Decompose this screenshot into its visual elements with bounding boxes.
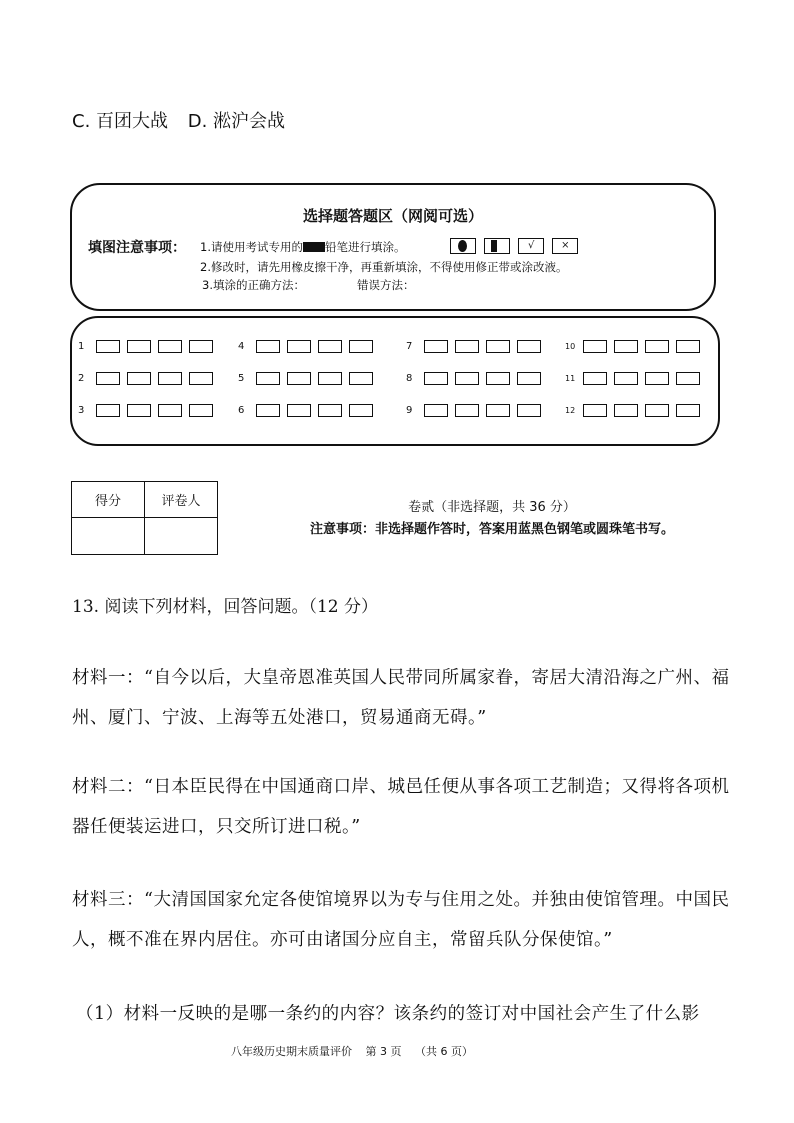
answer-bubble[interactable] — [256, 372, 280, 385]
answer-bubble[interactable] — [349, 340, 373, 353]
answer-bubble[interactable] — [645, 372, 669, 385]
question-number: 5 — [238, 373, 245, 384]
answer-bubble[interactable] — [287, 404, 311, 417]
material-3: 材料三：“大清国国家允定各使馆境界以为专与住用之处。并独由使馆管理。中国民人，概不准在界内居住。亦可由诸国分应自主，常留兵队分保使馆。” — [72, 890, 730, 950]
question-11-bubbles — [565, 372, 707, 385]
answer-bubble[interactable] — [287, 340, 311, 353]
answer-bubble[interactable] — [645, 340, 669, 353]
answer-instructions-box — [70, 183, 716, 311]
answer-bubble[interactable] — [189, 340, 213, 353]
question-number: 11 — [565, 374, 576, 383]
page-footer — [0, 1043, 794, 1059]
question-number: 12 — [565, 406, 576, 415]
answer-bubble[interactable] — [455, 404, 479, 417]
answer-bubble[interactable] — [614, 372, 638, 385]
answer-bubble[interactable] — [486, 340, 510, 353]
question-6-bubbles — [238, 404, 380, 417]
answer-bubble[interactable] — [614, 340, 638, 353]
material-2: 材料二：“日本臣民得在中国通商口岸、城邑任便从事各项工艺制造；又得将各项机器任便装运进口，只交所订进口税。” — [72, 777, 730, 837]
answer-bubble[interactable] — [645, 404, 669, 417]
fill-note-1-a: 1.请使用考试专用的 — [200, 240, 303, 254]
option-d: D. 淞沪会战 — [187, 111, 286, 132]
answer-bubble[interactable] — [158, 340, 182, 353]
answer-bubble[interactable] — [349, 372, 373, 385]
answer-bubble[interactable] — [127, 404, 151, 417]
check-sample-icon: √ — [518, 238, 544, 254]
question-13-prompt: 13. 阅读下列材料，回答问题。（12 分） — [72, 597, 378, 617]
footer-title: 八年级历史期末质量评价 — [231, 1045, 352, 1058]
grader-cell[interactable] — [145, 518, 218, 555]
question-12-bubbles — [565, 404, 707, 417]
question-number: 1 — [78, 341, 85, 352]
answer-bubble[interactable] — [424, 372, 448, 385]
question-number: 6 — [238, 405, 245, 416]
answer-bubble[interactable] — [256, 340, 280, 353]
score-cell[interactable] — [72, 518, 145, 555]
answer-bubble[interactable] — [127, 372, 151, 385]
option-c: C. 百团大战 — [72, 111, 169, 132]
fill-samples — [450, 235, 581, 254]
question-number: 8 — [406, 373, 413, 384]
answer-bubble[interactable] — [676, 372, 700, 385]
question-number: 3 — [78, 405, 85, 416]
fill-note-3 — [202, 277, 414, 293]
material-1: 材料一：“自今以后，大皇帝恩准英国人民带同所属家眷，寄居大清沿海之广州、福州、厦门、宁波、上海等五处港口，贸易通商无碍。” — [72, 668, 730, 728]
answer-bubble[interactable] — [127, 340, 151, 353]
question-number: 9 — [406, 405, 413, 416]
answer-bubble[interactable] — [349, 404, 373, 417]
answer-bubble[interactable] — [455, 372, 479, 385]
question-number: 7 — [406, 341, 413, 352]
answer-bubble[interactable] — [614, 404, 638, 417]
question-number: 2 — [78, 373, 85, 384]
section-notice: 注意事项：非选择题作答时，答案用蓝黑色钢笔或圆珠笔书写。 — [309, 522, 674, 537]
answer-bubble[interactable] — [583, 404, 607, 417]
fill-note-1-b: 铅笔进行填涂。 — [324, 240, 406, 254]
answer-bubble[interactable] — [424, 404, 448, 417]
fill-notice-label: 填图注意事项： — [88, 240, 186, 256]
answer-bubble[interactable] — [517, 404, 541, 417]
cross-sample-icon: × — [552, 238, 578, 254]
pencil-mark-icon — [303, 242, 325, 252]
options-line — [72, 107, 299, 133]
answer-bubble[interactable] — [158, 372, 182, 385]
grader-header: 评卷人 — [145, 482, 218, 518]
footer-page: 第 3 页 — [365, 1045, 402, 1058]
question-10-bubbles — [565, 340, 707, 353]
answer-bubble[interactable] — [96, 340, 120, 353]
answer-bubble[interactable] — [96, 404, 120, 417]
question-2-bubbles — [78, 372, 220, 385]
answer-bubble[interactable] — [424, 340, 448, 353]
question-number: 10 — [565, 342, 576, 351]
answer-bubble[interactable] — [287, 372, 311, 385]
question-9-bubbles — [406, 404, 548, 417]
answer-bubble[interactable] — [486, 404, 510, 417]
answer-area-title: 选择题答题区（网阅可选） — [302, 207, 483, 225]
bubble-grid — [70, 316, 720, 446]
score-table — [71, 481, 218, 555]
answer-bubble[interactable] — [583, 340, 607, 353]
half-fill-sample-icon — [484, 238, 510, 254]
answer-bubble[interactable] — [455, 340, 479, 353]
answer-bubble[interactable] — [256, 404, 280, 417]
fill-note-3-correct: 3.填涂的正确方法： — [202, 278, 305, 292]
correct-fill-sample-icon — [450, 238, 476, 254]
answer-bubble[interactable] — [486, 372, 510, 385]
fill-note-2: 2.修改时，请先用橡皮擦干净，再重新填涂，不得使用修正带或涂改液。 — [200, 260, 568, 274]
footer-total: （共 6 页） — [415, 1045, 473, 1058]
answer-bubble[interactable] — [189, 372, 213, 385]
question-number: 4 — [238, 341, 245, 352]
answer-bubble[interactable] — [676, 340, 700, 353]
question-3-bubbles — [78, 404, 220, 417]
answer-bubble[interactable] — [517, 372, 541, 385]
fill-note-3-wrong: 错误方法： — [356, 278, 415, 292]
question-8-bubbles — [406, 372, 548, 385]
answer-bubble[interactable] — [158, 404, 182, 417]
section-title: 卷贰（非选择题，共 36 分） — [408, 500, 576, 515]
sub-question-1: （1）材料一反映的是哪一条约的内容？该条约的签订对中国社会产生了什么影 — [76, 1004, 700, 1024]
answer-bubble[interactable] — [583, 372, 607, 385]
question-1-bubbles — [78, 340, 220, 353]
fill-note-1 — [200, 239, 405, 255]
question-5-bubbles — [238, 372, 380, 385]
answer-bubble[interactable] — [318, 404, 342, 417]
answer-bubble[interactable] — [676, 404, 700, 417]
answer-bubble[interactable] — [189, 404, 213, 417]
answer-bubble[interactable] — [517, 340, 541, 353]
question-4-bubbles — [238, 340, 380, 353]
answer-bubble[interactable] — [96, 372, 120, 385]
question-7-bubbles — [406, 340, 548, 353]
answer-bubble[interactable] — [318, 372, 342, 385]
answer-bubble[interactable] — [318, 340, 342, 353]
score-header: 得分 — [72, 482, 145, 518]
